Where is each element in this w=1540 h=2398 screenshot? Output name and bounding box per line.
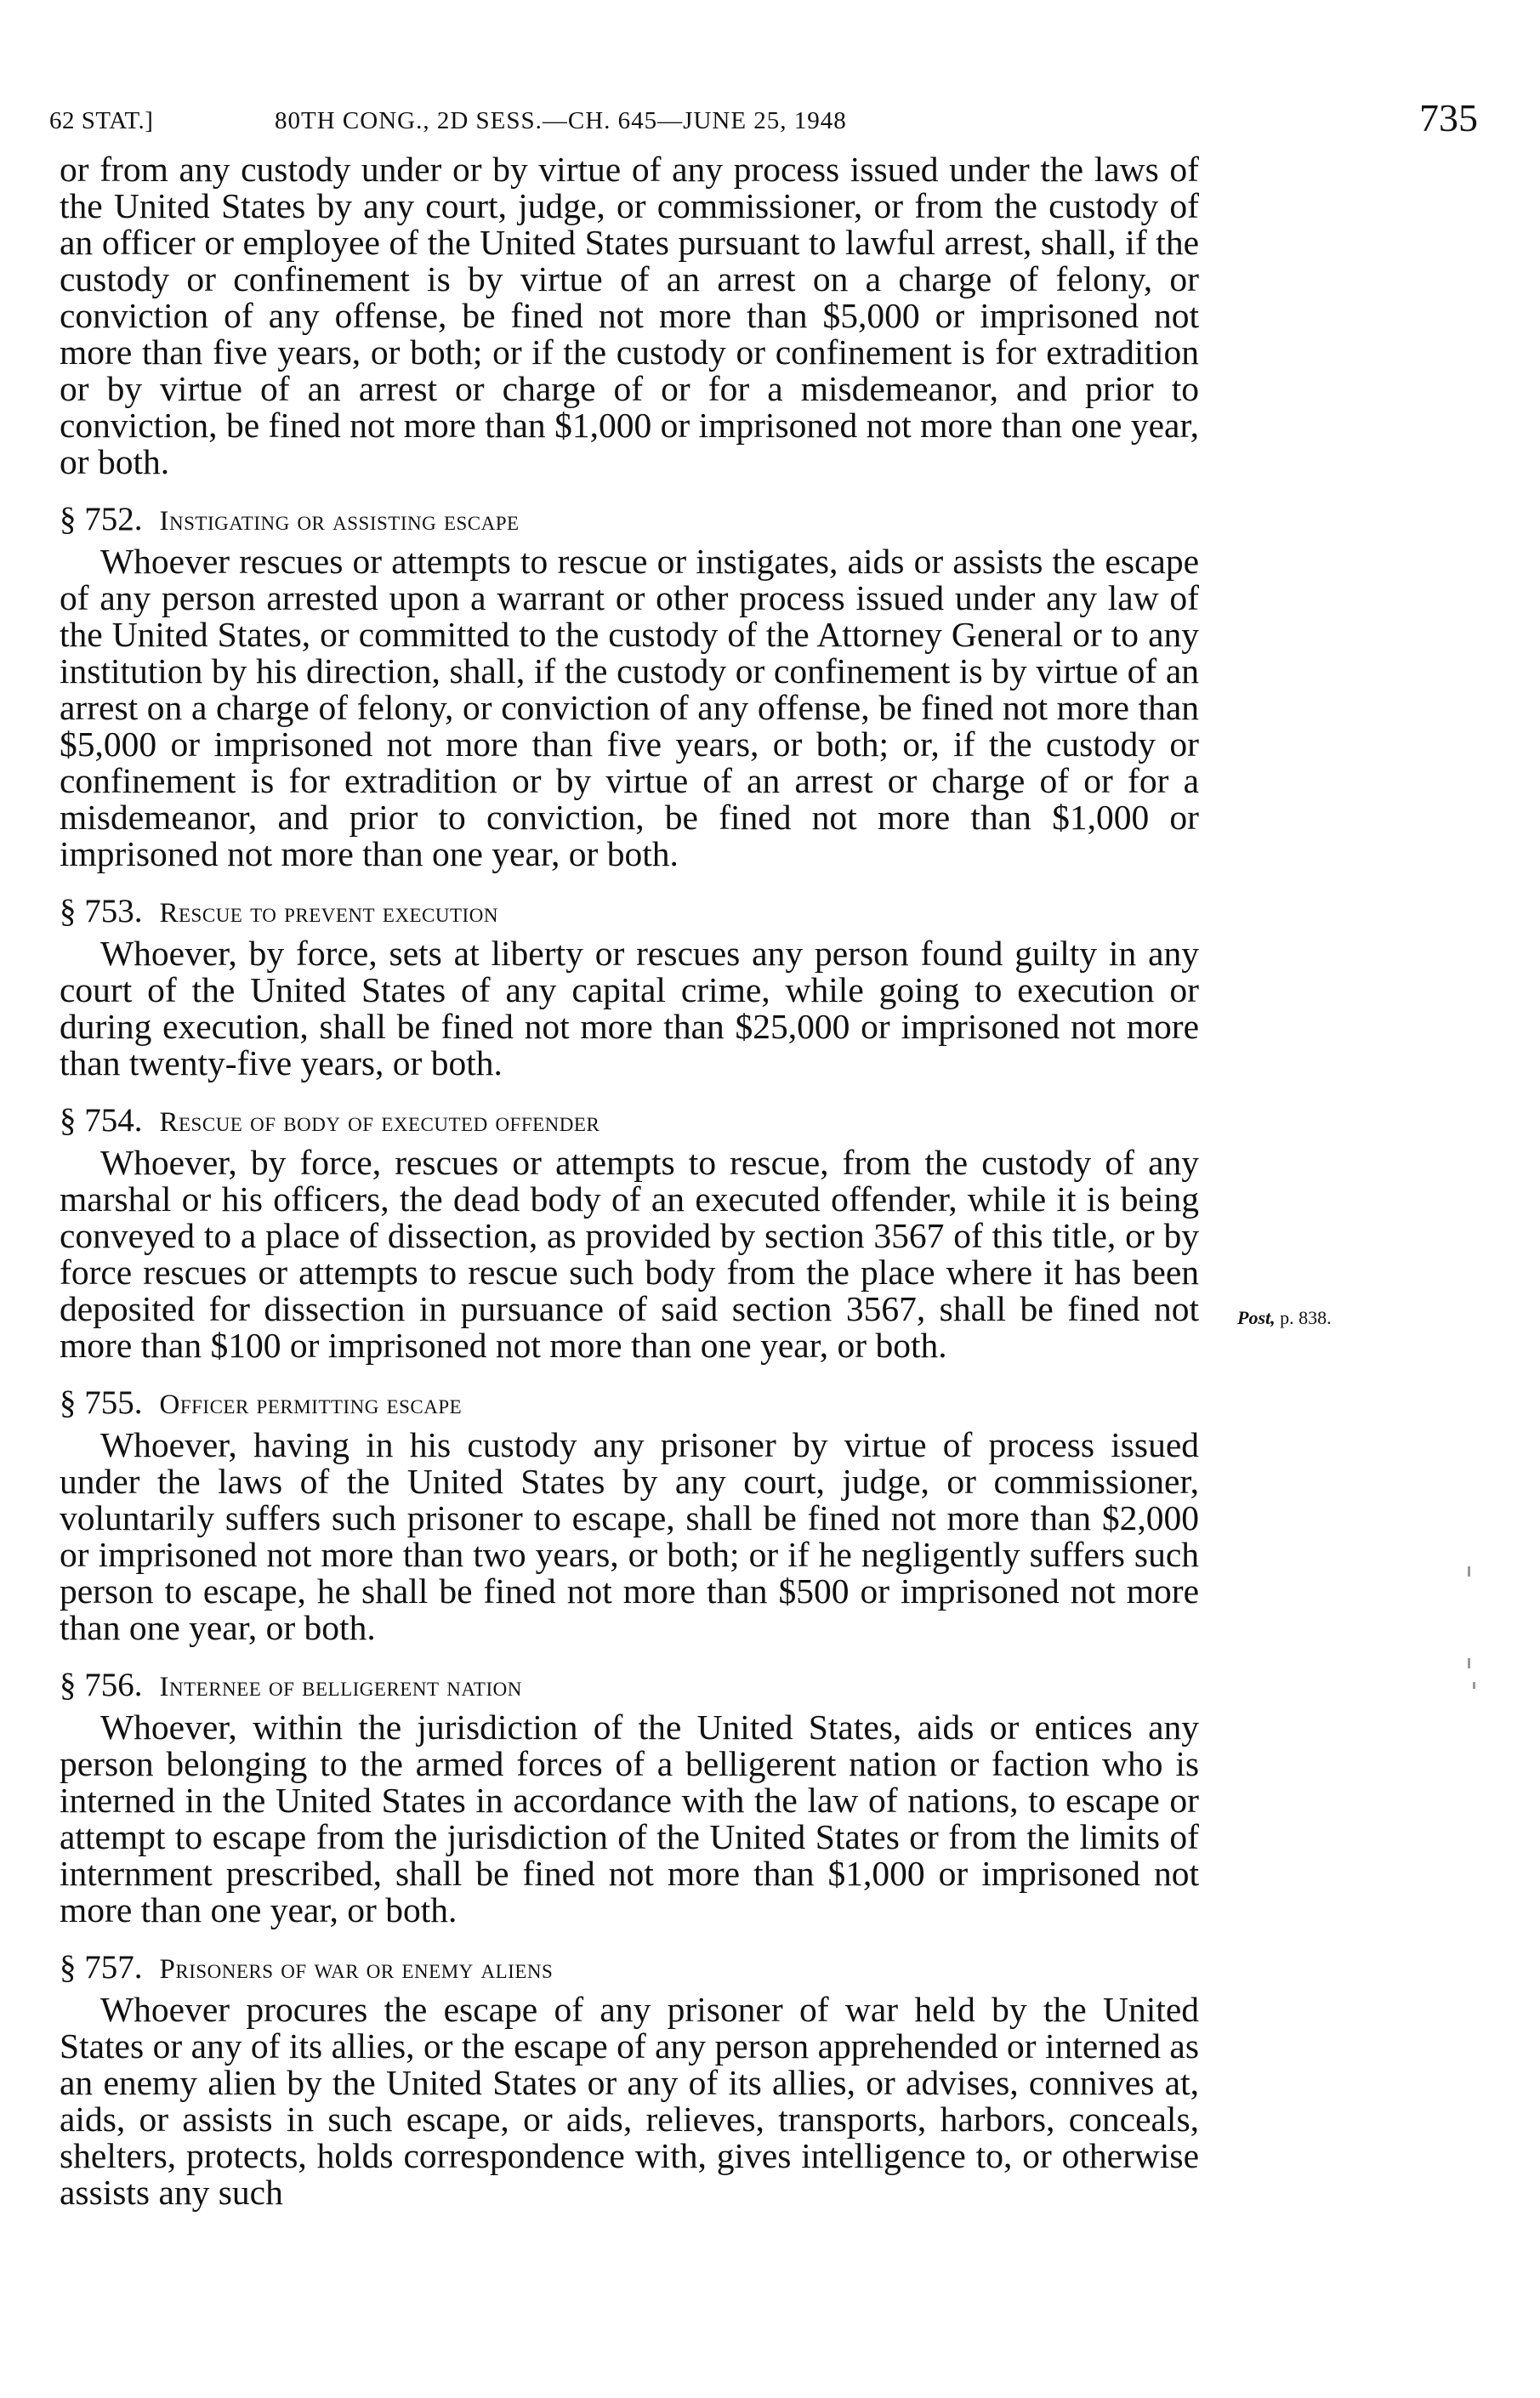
statute-text-column (60, 151, 1199, 2211)
section-title: Officer permitting escape (159, 1389, 463, 1420)
section-body: Whoever, by force, sets at liberty or rescues any person found guilty in any court of the United States of any capital crime, while going to execution or during execution, shall be fined not more than $25,000 or imprisoned not more than twenty-five years, or both. (60, 934, 1199, 1083)
section-754 (60, 1100, 1199, 1364)
section-heading (60, 1665, 1199, 1708)
section-title: Internee of belligerent nation (159, 1672, 522, 1702)
running-header (49, 95, 1478, 155)
section-number: § 754. (60, 1102, 143, 1139)
section-755 (60, 1383, 1199, 1646)
section-756 (60, 1665, 1199, 1929)
section-body: Whoever procures the escape of any prisoner of war held by the United States or any of its allies, or the escape of any person apprehended or interned as an enemy alien by the United States or any of its allies, or advises, connives at, aids, or assists in such escape, or aids, relieves, transports, harbors, conceals, shelters, protects, holds correspondence with, gives intelligence to, or otherwise assists any such (60, 1990, 1199, 2212)
section-body: Whoever, by force, rescues or attempts to rescue, from the custody of any marshal or his officers, the dead body of an executed offender, while it is being conveyed to a place of dissection, as provided by section 3567 of this title, or by force rescues or attempts to rescue such body from the place where it has been deposited for dissection in pursuance of said section 3567, shall be fined not more than $100 or imprisoned not more than one year, or both. (60, 1143, 1199, 1365)
margin-citation-page: p. 838. (1280, 1307, 1332, 1328)
section-heading (60, 1383, 1199, 1425)
session-chapter-date: 80TH CONG., 2D SESS.—CH. 645—JUNE 25, 1948 (275, 107, 847, 134)
section-number: § 755. (60, 1384, 143, 1421)
section-757 (60, 1947, 1199, 2211)
statute-volume: 62 STAT.] (49, 107, 154, 134)
section-heading (60, 891, 1199, 934)
section-body: Whoever, within the jurisdiction of the United States, aids or entices any person belonging to the armed forces of a belligerent nation or faction who is interned in the United States in accordance with the law of nations, to escape or attempt to escape from the jurisdiction of the United States or from the limits of internment prescribed, shall be fined not more than $1,000 or imprisoned not more than one year, or both. (60, 1708, 1199, 1929)
section-heading (60, 499, 1199, 542)
section-heading (60, 1100, 1199, 1143)
margin-citation (1237, 1307, 1332, 1329)
section-number: § 753. (60, 893, 143, 929)
section-752 (60, 499, 1199, 872)
continued-paragraph: or from any custody under or by virtue of any process issued under the laws of the United States by any court, judge, or commissioner, or from the custody of an officer or employee of the United States pursuant to lawful arrest, shall, if the custody or confinement is by virtue of an arrest on a charge of felony, or conviction of any offense, be fined not more than $5,000 or imprisoned not more than five years, or both; or if the custody or confinement is for extradition or by virtue of an arrest or charge of or for a misdemeanor, and prior to conviction, be fined not more than $1,000 or imprisoned not more than one year, or both. (60, 150, 1199, 481)
section-title: Instigating or assisting escape (159, 506, 520, 537)
scan-speck (1468, 1658, 1470, 1668)
margin-citation-post: Post, (1237, 1307, 1276, 1328)
section-number: § 757. (60, 1949, 143, 1986)
section-753 (60, 891, 1199, 1082)
section-title: Prisoners of war or enemy aliens (159, 1954, 554, 1985)
scan-speck (1468, 1566, 1470, 1577)
scan-speck (1473, 1682, 1475, 1689)
section-heading (60, 1947, 1199, 1990)
section-number: § 756. (60, 1667, 143, 1703)
section-title: Rescue of body of executed offender (159, 1107, 600, 1138)
section-body: Whoever, having in his custody any prisoner by virtue of process issued under the laws of the United States by any court, judge, or commissioner, voluntarily suffers such prisoner to escape, shall be fined not more than $2,000 or imprisoned not more than two years, or both; or if he negligently suffers such person to escape, he shall be fined not more than $500 or imprisoned not more than one year, or both. (60, 1425, 1199, 1647)
section-number: § 752. (60, 501, 143, 537)
section-title: Rescue to prevent execution (159, 898, 498, 929)
page-number: 735 (1419, 96, 1478, 139)
section-body: Whoever rescues or attempts to rescue or instigates, aids or assists the escape of any person arrested upon a warrant or other process issued under any law of the United States, or committed to the custody of the Attorney General or to any institution by his direction, shall, if the custody or confinement is by virtue of an arrest on a charge of felony, or conviction of any offense, be fined not more than $5,000 or imprisoned not more than five years, or both; or, if the custody or confinement is for extradition or by virtue of an arrest or charge of or for a misdemeanor, and prior to conviction, be fined not more than $1,000 or imprisoned not more than one year, or both. (60, 542, 1199, 873)
